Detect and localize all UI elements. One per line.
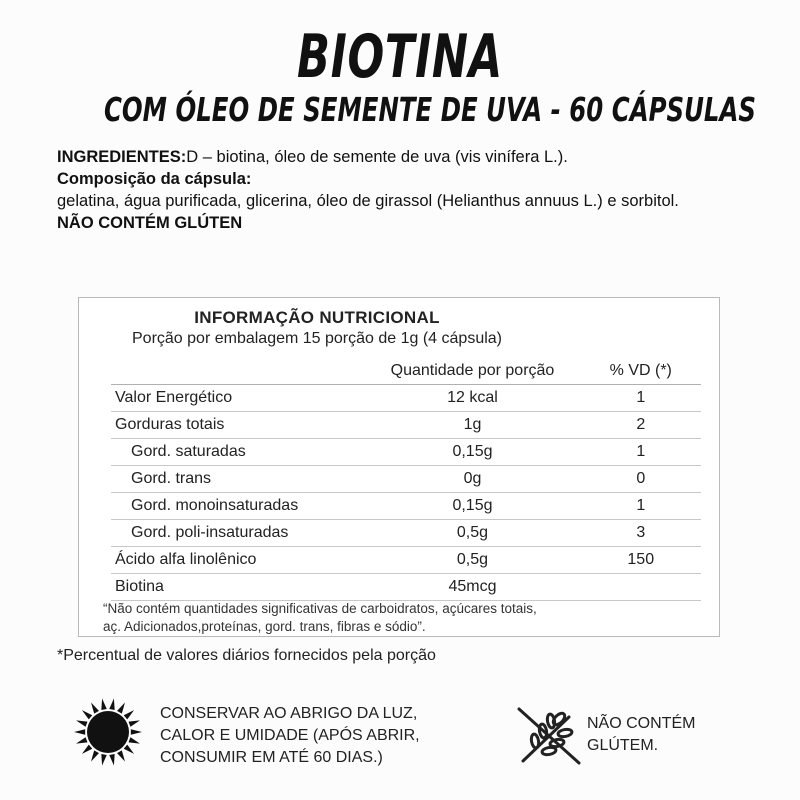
sun-ray xyxy=(131,729,142,735)
table-row xyxy=(111,385,701,412)
sun-ray xyxy=(109,699,114,710)
nutrient-daily-value xyxy=(581,574,701,601)
storage-line: CALOR E UMIDADE (APÓS ABRIR, xyxy=(160,727,420,744)
nutrition-footnote-line: “Não contém quantidades significativas de carboidratos, açúcares totais, xyxy=(103,601,537,616)
storage-line: CONSUMIR EM ATÉ 60 DIAS.) xyxy=(160,749,383,766)
sun-ray xyxy=(101,699,106,710)
nutrient-quantity: 0,5g xyxy=(364,520,580,547)
product-title: BIOTINA xyxy=(297,22,503,92)
nutrition-table xyxy=(111,358,701,601)
sun-ray xyxy=(74,729,85,735)
nutrition-facts-panel xyxy=(78,297,720,637)
sun-ray xyxy=(129,720,140,726)
nutrient-name: Gord. trans xyxy=(111,466,364,493)
nutrition-footnote xyxy=(103,600,703,636)
nutrient-daily-value: 1 xyxy=(581,439,701,466)
capsule-composition-text: gelatina, água purificada, glicerina, óleo de girassol (Helianthus annuus L.) e sorbitol. xyxy=(57,192,679,210)
nutrient-quantity: 45mcg xyxy=(364,574,580,601)
sun-ray xyxy=(109,754,114,765)
table-row xyxy=(111,466,701,493)
table-row xyxy=(111,520,701,547)
storage-instructions xyxy=(160,703,490,769)
nutrient-quantity: 0,15g xyxy=(364,439,580,466)
nutrient-quantity: 0,5g xyxy=(364,547,580,574)
sun-ray xyxy=(117,750,125,761)
nutrient-daily-value: 150 xyxy=(581,547,701,574)
table-row xyxy=(111,547,701,574)
nutrient-daily-value: 0 xyxy=(581,466,701,493)
ingredients-label: INGREDIENTES: xyxy=(57,148,187,166)
nutrient-name: Gord. saturadas xyxy=(111,439,364,466)
sun-ray xyxy=(76,737,87,743)
nutrient-name: Biotina xyxy=(111,574,364,601)
nutrition-header-row xyxy=(111,358,701,385)
nutrient-quantity: 12 kcal xyxy=(364,385,580,412)
sun-icon xyxy=(73,697,143,767)
nutrient-daily-value: 3 xyxy=(581,520,701,547)
ingredients-text: D – biotina, óleo de semente de uva (vis vinífera L.). xyxy=(186,148,568,166)
nutrient-quantity: 1g xyxy=(364,412,580,439)
ingredients-section xyxy=(57,146,757,234)
nutrition-footnote-line: aç. Adicionados,proteínas, gord. trans, fibras e sódio”. xyxy=(103,619,426,634)
table-row xyxy=(111,439,701,466)
gluten-notice: NÃO CONTÉM GLÚTEN xyxy=(57,214,243,232)
nutrient-name: Gord. monoinsaturadas xyxy=(111,493,364,520)
sun-ray xyxy=(91,750,99,761)
daily-value-note: *Percentual de valores diários fornecidos pela porção xyxy=(57,647,436,664)
sun-ray xyxy=(91,703,99,714)
nutrient-name: Gord. poli-insaturadas xyxy=(111,520,364,547)
sun-ray xyxy=(129,737,140,743)
sun-ray xyxy=(124,710,134,719)
nutrient-name: Ácido alfa linolênico xyxy=(111,547,364,574)
nutrient-name: Valor Energético xyxy=(111,385,364,412)
ingredients-line xyxy=(57,146,757,168)
nutrient-daily-value: 2 xyxy=(581,412,701,439)
nutrient-quantity: 0g xyxy=(364,466,580,493)
gluten-free-icon xyxy=(513,705,583,767)
table-row xyxy=(111,412,701,439)
nutrition-title: INFORMAÇÃO NUTRICIONAL xyxy=(194,308,440,327)
gluten-free-text xyxy=(587,713,747,757)
table-row xyxy=(111,493,701,520)
product-subtitle: COM ÓLEO DE SEMENTE DE UVA - 60 CÁPSULAS xyxy=(104,90,756,129)
storage-line: CONSERVAR AO ABRIGO DA LUZ, xyxy=(160,705,418,722)
sun-ray xyxy=(101,754,106,765)
sun-ray xyxy=(82,710,92,719)
sun-ray xyxy=(124,745,134,754)
nutrient-daily-value: 1 xyxy=(581,493,701,520)
sun-ray xyxy=(76,720,87,726)
gluten-free-line: NÃO CONTÉM xyxy=(587,715,696,732)
capsule-composition-label: Composição da cápsula: xyxy=(57,170,252,188)
gluten-free-line: GLÚTEM. xyxy=(587,737,659,754)
sun-ray xyxy=(82,745,92,754)
table-row xyxy=(111,574,701,601)
nutrition-portion: Porção por embalagem 15 porção de 1g (4 cápsula) xyxy=(132,330,502,347)
sun-ray xyxy=(117,703,125,714)
nutrient-name: Gorduras totais xyxy=(111,412,364,439)
header-daily-value: % VD (*) xyxy=(581,358,701,385)
nutrient-quantity: 0,15g xyxy=(364,493,580,520)
header-nutrient xyxy=(111,358,364,385)
nutrient-daily-value: 1 xyxy=(581,385,701,412)
header-quantity: Quantidade por porção xyxy=(364,358,580,385)
